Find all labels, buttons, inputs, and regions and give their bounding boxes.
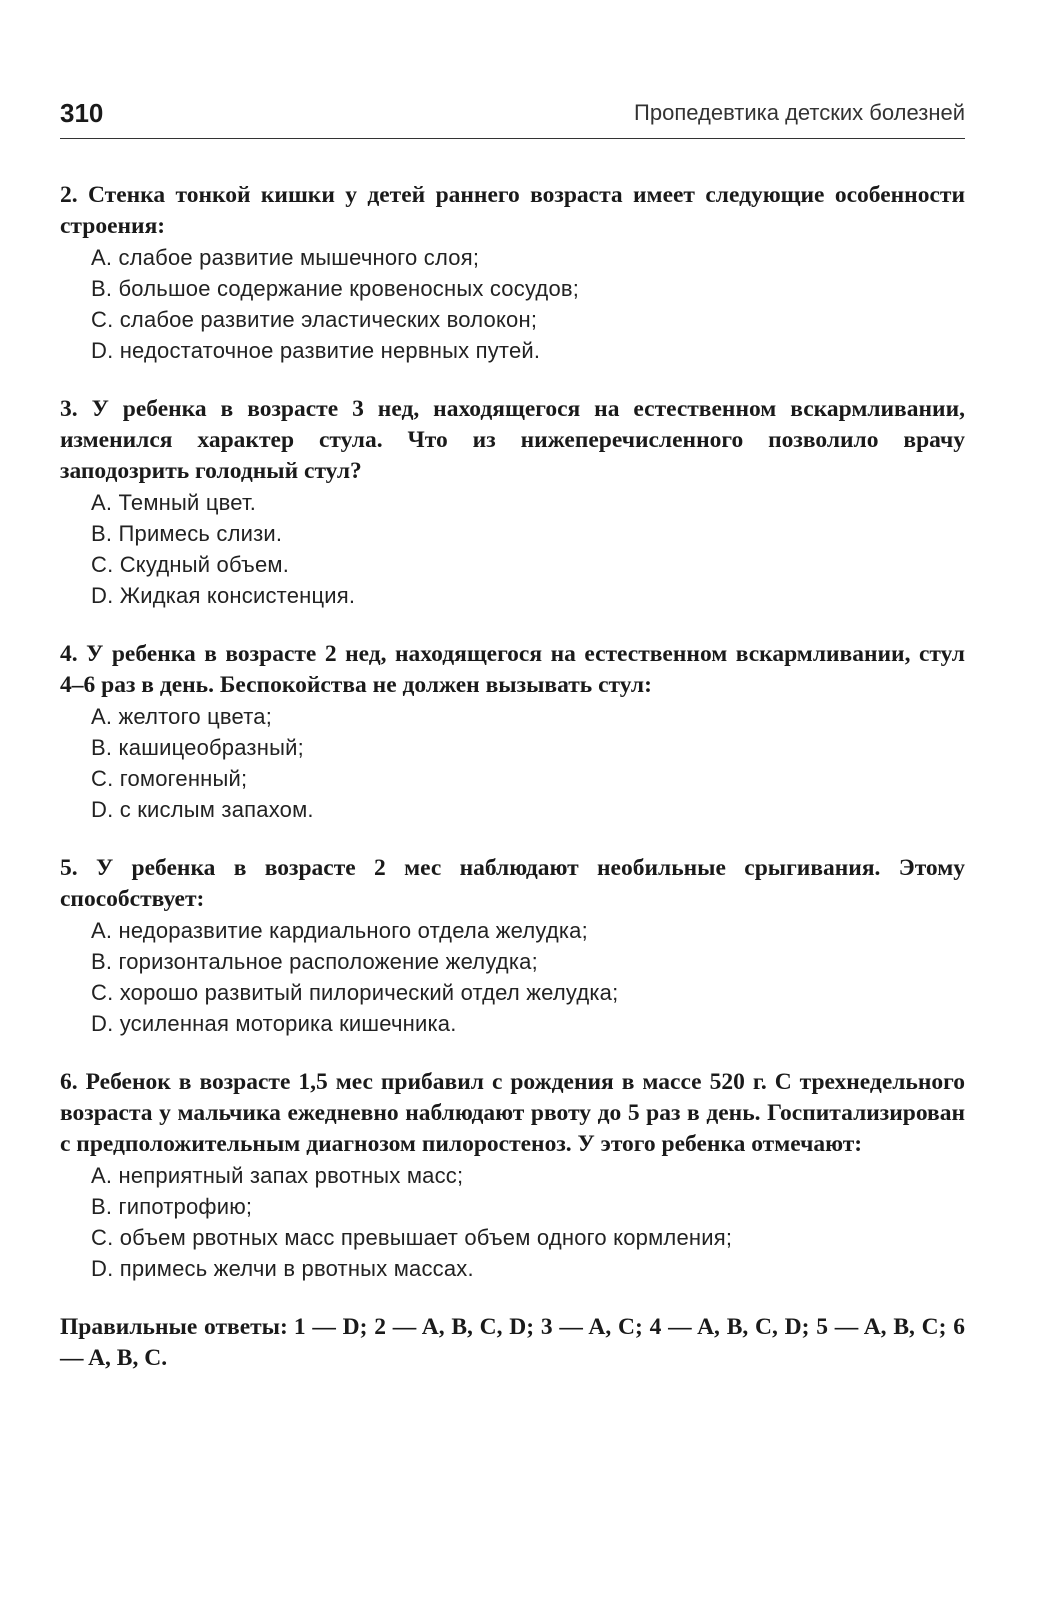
question-text: 5. У ребенка в возрасте 2 мес наблюдают необильные срыгивания. Этому способствует: — [60, 855, 965, 912]
option-d: D. примесь желчи в рвотных массах. — [91, 1256, 474, 1281]
option-a: A. желтого цвета; — [91, 704, 273, 729]
option-c: C. слабое развитие эластических волокон; — [91, 307, 538, 332]
question-text: 3. У ребенка в возрасте 3 нед, находящегося на естественном вскармливании, изменился характер стула. Что из нижеперечисленного позволило врачу заподозрить голодный стул? — [60, 396, 965, 484]
question-5 — [60, 853, 965, 1039]
question-4 — [60, 639, 965, 825]
question-text: 6. Ребенок в возрасте 1,5 мес прибавил с рождения в массе 520 г. С трехнедельного возраста у мальчика ежедневно наблюдают рвоту до 5 раз в день. Госпитализирован с предположительным диагнозом пилоростеноз. У этого ребенка отмечают: — [60, 1069, 965, 1157]
option-b: B. гипотрофию; — [91, 1194, 253, 1219]
question-3 — [60, 394, 965, 611]
option-d: D. с кислым запахом. — [91, 797, 314, 822]
question-6 — [60, 1067, 965, 1284]
page-header — [60, 98, 965, 139]
answer-options — [60, 701, 965, 825]
correct-answers-text: 1 — D; 2 — A, B, C, D; 3 — A, C; 4 — A, B, C, D; 5 — A, B, C; 6 — A, B, C. — [60, 1314, 965, 1371]
option-d: D. недостаточное развитие нервных путей. — [91, 338, 541, 363]
answer-options — [60, 915, 965, 1039]
option-a: A. недоразвитие кардиального отдела желудка; — [91, 918, 588, 943]
correct-answers — [60, 1312, 965, 1374]
page-number: 310 — [60, 98, 104, 128]
option-b: B. Примесь слизи. — [91, 521, 283, 546]
answer-options — [60, 242, 965, 366]
answer-options — [60, 487, 965, 611]
answer-options — [60, 1160, 965, 1284]
option-c: C. хорошо развитый пилорический отдел желудка; — [91, 980, 619, 1005]
page-content — [60, 180, 965, 1374]
option-c: C. гомогенный; — [91, 766, 248, 791]
option-d: D. Жидкая консистенция. — [91, 583, 356, 608]
option-d: D. усиленная моторика кишечника. — [91, 1011, 457, 1036]
option-c: C. объем рвотных масс превышает объем одного кормления; — [91, 1225, 733, 1250]
option-b: B. горизонтальное расположение желудка; — [91, 949, 538, 974]
question-text: 4. У ребенка в возрасте 2 нед, находящегося на естественном вскармливании, стул 4–6 раз в день. Беспокойства не должен вызывать стул: — [60, 641, 965, 698]
option-a: A. неприятный запах рвотных масс; — [91, 1163, 464, 1188]
option-c: C. Скудный объем. — [91, 552, 290, 577]
option-a: A. Темный цвет. — [91, 490, 257, 515]
running-title: Пропедевтика детских болезней — [634, 100, 965, 125]
option-b: B. большое содержание кровеносных сосудов; — [91, 276, 580, 301]
question-text: 2. Стенка тонкой кишки у детей раннего возраста имеет следующие особенности строения: — [60, 182, 965, 239]
option-a: A. слабое развитие мышечного слоя; — [91, 245, 480, 270]
option-b: B. кашицеобразный; — [91, 735, 304, 760]
correct-answers-label: Правильные ответы: — [60, 1314, 288, 1340]
question-2 — [60, 180, 965, 366]
